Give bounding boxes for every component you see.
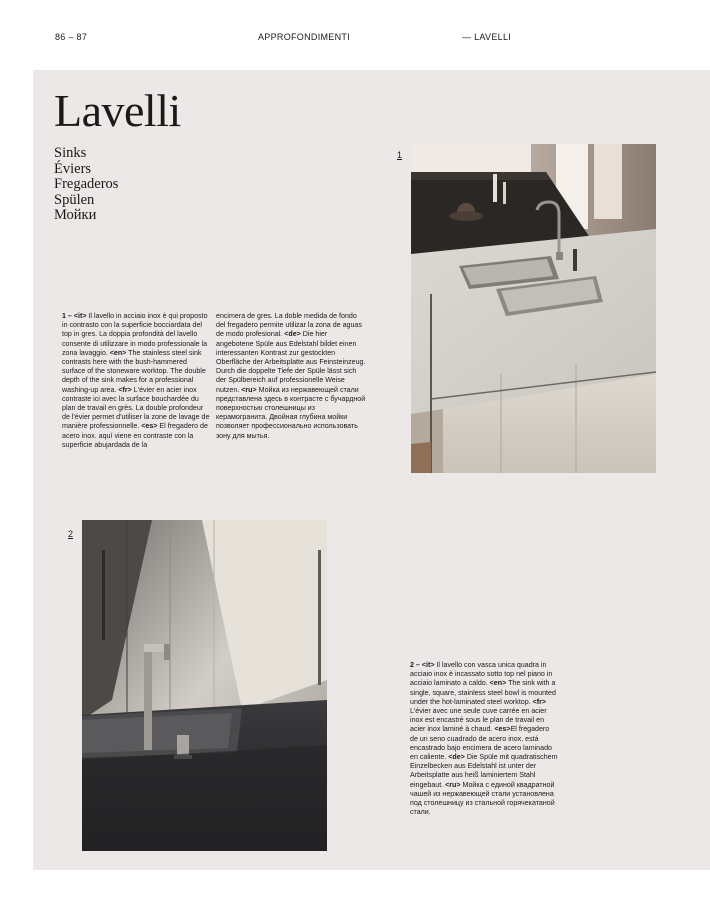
caption-text: encimera de gres. La doble medida de fondo del fregadero permite utilizar la zona de aguas de modo profesional. bbox=[216, 312, 362, 339]
page-title: Lavelli bbox=[54, 85, 181, 136]
section-label: APPROFONDIMENTI bbox=[258, 32, 351, 42]
caption-figure-number: 1 – bbox=[62, 312, 74, 320]
figure1-photo bbox=[411, 144, 656, 473]
translation-es: Fregaderos bbox=[54, 176, 119, 193]
language-tag: <en> bbox=[109, 348, 127, 357]
translation-fr: Éviers bbox=[54, 160, 92, 177]
caption-text: L'évier en acier inox contraste ici avec la surface bouchardée du plan de travail en grès. La double profondeur de l'évier permet d'utiliser la zone de lavage de manière professionnelle. bbox=[62, 385, 210, 431]
caption-text: Die hier angebotene Spüle aus Edelstahl bildet einen interessanten Kontrast zur gestockten Oberfläche der Arbeitsplatte aus Feinsteinzeug. Durch die doppelte Tiefe der Spüle lässt sich der Spülbereich auf professionelle Weise nutzen. bbox=[216, 330, 366, 394]
topic-label: — LAVELLI bbox=[462, 32, 512, 42]
caption-text: Мойка из нержавеющей стали представлена здесь в контрасте с бучардной поверхностью столешницы из керамогранита. Двойная глубина мойки позволяет профессионально использовать зону для мытья. bbox=[216, 385, 366, 440]
language-tag: <de> bbox=[448, 753, 465, 762]
caption-text: Мойка с единой квадратной чашей из нержавеющей стали установлена под столешницу из стальной горячекатаной стали. bbox=[410, 780, 555, 817]
caption-figure-number: 2 – bbox=[410, 661, 422, 669]
page-numbers: 86 – 87 bbox=[55, 32, 88, 42]
caption-text: El fregadero de acero inox. aquí viene en contraste con la superficie abujardada de la bbox=[62, 422, 208, 449]
language-tag: <fr> bbox=[532, 697, 547, 706]
figure2-number: 2 bbox=[68, 529, 74, 539]
language-tag: <es> bbox=[141, 422, 158, 431]
language-tag: <de> bbox=[284, 330, 301, 339]
caption-text: Die Spüle mit quadratischem Einzelbecken aus Edelstahl ist unter der Arbeitsplatte aus heiß laminiertem Stahl eingebaut. bbox=[410, 753, 558, 789]
translation-de: Spülen bbox=[54, 191, 95, 208]
figure1-caption-right bbox=[216, 312, 366, 441]
dark-sink-illustration bbox=[82, 520, 327, 851]
caption-text: The stainless steel sink contrasts here with the bush-hammered surface of the stoneware worktop. The double depth of the sink makes for a professional washing-up area. bbox=[62, 348, 206, 394]
language-tag: <ru> bbox=[445, 780, 461, 789]
language-tag: <it> bbox=[73, 312, 87, 320]
caption-text: L'évier avec une seule cuve carrée en acier inox est encastré sous le plan de travail en acier inox laminé à chaud. bbox=[410, 707, 547, 734]
kitchen-island-illustration bbox=[411, 144, 656, 473]
caption-text: Il lavello in acciaio inox è qui proposto in contrasto con la superficie bocciardata del top in gres. La doppia profondità del lavello consente di utilizzare in modo professionale la zona lavaggio. bbox=[62, 312, 208, 357]
language-tag: <it> bbox=[421, 661, 435, 669]
language-tag: <ru> bbox=[241, 385, 257, 394]
translation-en: Sinks bbox=[54, 145, 87, 161]
figure2-photo bbox=[82, 520, 327, 851]
figure2-caption bbox=[410, 661, 558, 817]
figure1-caption-left bbox=[62, 312, 212, 450]
caption-text: Il lavello con vasca unica quadra in acciaio inox è incassato sotto top nel piano in acciaio laminato a caldo. bbox=[410, 661, 553, 688]
caption-text: El fregadero de un seno cuadrado de acero inox. está encastrado bajo encimera de acero laminado en caliente. bbox=[410, 725, 552, 762]
figure1-number: 1 bbox=[397, 150, 403, 160]
language-tag: <fr> bbox=[118, 385, 132, 394]
language-tag: <es> bbox=[494, 725, 511, 734]
title-translations bbox=[54, 146, 118, 224]
caption-text: The sink with a single, square, stainless steel bowl is mounted under the hot-laminated steel worktop. bbox=[410, 679, 556, 706]
translation-ru: Мойки bbox=[54, 207, 97, 224]
language-tag: <en> bbox=[489, 679, 507, 688]
